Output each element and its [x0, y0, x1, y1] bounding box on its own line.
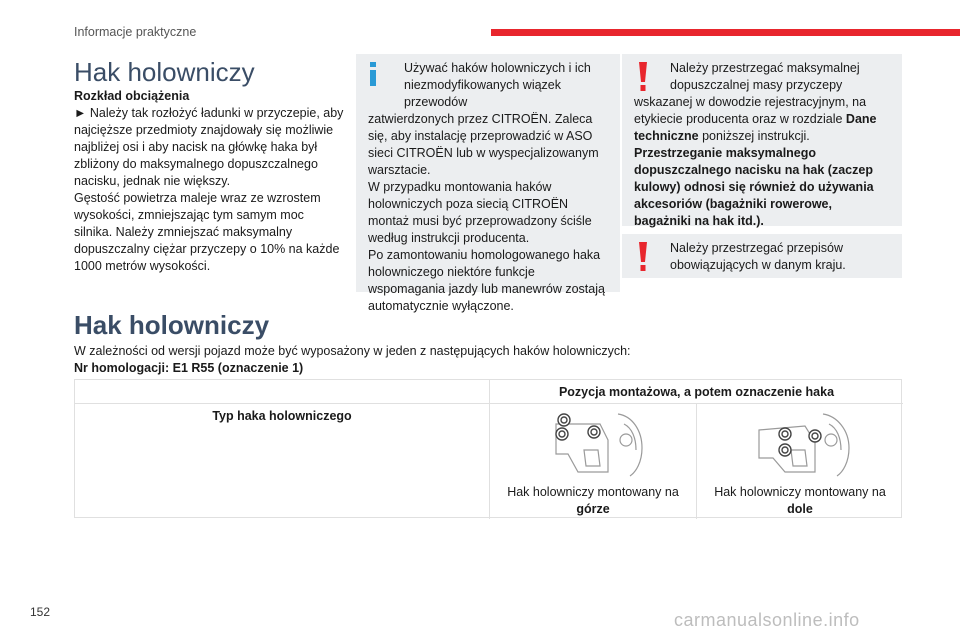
header-section-title: Informacje praktyczne: [74, 25, 197, 39]
warning-icon: [638, 242, 648, 272]
section-intro: [74, 343, 894, 377]
load-distribution-text: [74, 88, 344, 275]
table-header-type: Typ haka holowniczego: [212, 409, 352, 423]
info-icon: [367, 62, 379, 86]
warning-box-regulations: [622, 234, 902, 278]
towbar-top-mount-illustration: [538, 410, 648, 478]
towbar-bottom-mount-illustration: [745, 410, 855, 478]
info-para3: Po zamontowaniu homologowanego haka holowniczego niektóre funkcje wspomagania jazdy lub manewrów zostają automatycznie wyłączone.: [368, 248, 605, 313]
towbar-table: [74, 379, 902, 518]
homologation-text: Nr homologacji: E1 R55 (oznaczenie 1): [74, 361, 304, 375]
info-line1: Używać haków holowniczych i ich niezmodyfikowanych wiązek przewodów: [404, 61, 591, 109]
table-header-position: Pozycja montażowa, a potem oznaczenie haka: [489, 380, 903, 404]
warning-icon: [638, 62, 648, 92]
page-title: Hak holowniczy: [74, 57, 255, 87]
caption-top-mount: Hak holowniczy montowany na górze: [507, 485, 679, 516]
watermark: carmanualsonline.info: [674, 610, 860, 630]
warn2-text: Należy przestrzegać przepisów obowiązujących w danym kraju.: [670, 241, 846, 272]
warn1-line1: Należy przestrzegać maksymalnej dopuszczalnej masy przyczepy: [670, 61, 860, 92]
table-cell-top-mount: [489, 404, 696, 519]
table-cell-bottom-mount: [696, 404, 903, 519]
load-distribution-bullet: ► Należy tak rozłożyć ładunki w przyczepie, aby najcięższe przedmioty znajdowały się możliwie najbliżej osi i aby nacisk na główkę haka był zbliżony do maksymalnego dopuszczalnego nacisku, jednak nie większy.: [74, 106, 344, 188]
header-accent-bar: [491, 29, 960, 36]
page-number: 152: [30, 605, 51, 619]
info-box: [356, 54, 620, 313]
warning-box-trailer-mass: [622, 54, 902, 226]
load-distribution-heading: Rozkład obciążenia: [74, 89, 190, 103]
warn1-bold-paragraph: Przestrzeganie maksymalnego dopuszczalnego nacisku na hak (zaczep kulowy) odnosi się również do używania akcesoriów (bagażniki rowerowe, bagażniki na hak itd.).: [634, 146, 874, 228]
warn1-paragraph: wskazanej w dowodzie rejestracyjnym, na etykiecie producenta oraz w rozdziale Dane techniczne poniższej instrukcji.: [634, 95, 877, 143]
info-para2: W przypadku montowania haków holowniczych poza siecią CITROËN montaż musi być przeprowadzony ściśle według instrukcji producenta.: [368, 180, 592, 245]
caption-bottom-mount: Hak holowniczy montowany na dole: [714, 485, 886, 516]
info-line1b: zatwierdzonych przez CITROËN. Zaleca się, aby instalację przeprowadzić w ASO sieci CITROËN lub w wyspecjalizowanym warsztacie.: [368, 112, 599, 177]
altitude-paragraph: Gęstość powietrza maleje wraz ze wzrostem wysokości, zmniejszając tym samym moc silnika. Należy zmniejszać maksymalny dopuszczalny ciężar przyczepy o 10% na każde 1000 metrów wysokości.: [74, 191, 340, 273]
section-title: Hak holowniczy: [74, 310, 270, 340]
intro-text: W zależności od wersji pojazd może być wyposażony w jeden z następujących haków holowniczych:: [74, 344, 631, 358]
